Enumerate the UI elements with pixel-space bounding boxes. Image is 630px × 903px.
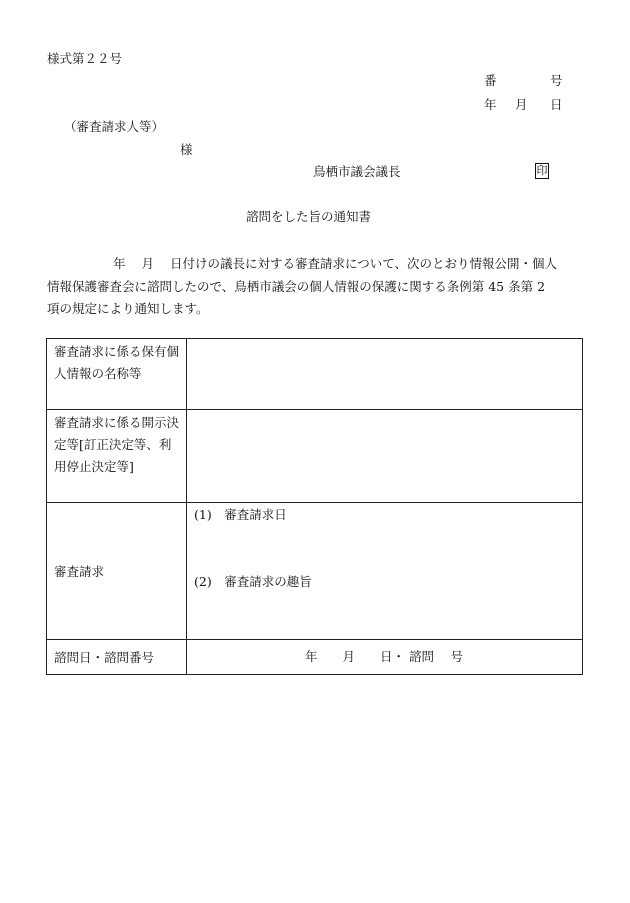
date-month-label: 月 [515, 97, 528, 112]
row-value-request [187, 503, 583, 640]
request-purpose-item: (2) 審査請求の趣旨 [194, 574, 312, 589]
row-value-info-name [187, 339, 583, 410]
notice-table [46, 338, 583, 675]
honorific: 様 [180, 142, 193, 157]
body-line-3: 項の規定により通知します。 [47, 301, 209, 316]
row-label-info-name: 審査請求に係る保有個人情報の名称等 [47, 339, 187, 410]
body-year: 年 [113, 256, 126, 271]
row-label-request: 審査請求 [47, 503, 187, 640]
table-row [47, 503, 583, 640]
number-suffix: 号 [550, 73, 563, 88]
table-row [47, 640, 583, 675]
sender-title: 鳥栖市議会議長 [313, 164, 401, 179]
date-year-label: 年 [484, 97, 497, 112]
table-row [47, 339, 583, 410]
body-line-1-text: 日付けの議長に対する審査請求について、次のとおり情報公開・個人 [170, 256, 558, 271]
row-label-consultation: 諮問日・諮問番号 [47, 640, 187, 675]
notice-body [47, 253, 583, 321]
body-month: 月 [141, 256, 155, 271]
seal-stamp-icon: 印 [536, 164, 548, 177]
request-date-item: (1) 審査請求日 [194, 507, 287, 522]
number-label: 番 [484, 73, 497, 88]
row-value-consultation: 年 月 日・ 諮問 号 [187, 640, 583, 675]
recipient-label: （審査請求人等） [64, 119, 165, 134]
document-title: 諮問をした旨の通知書 [246, 209, 372, 224]
row-label-disclosure-decision: 審査請求に係る開示決定等[訂正決定等、利用停止決定等] [47, 410, 187, 503]
body-line-1 [47, 253, 583, 276]
row-value-disclosure-decision [187, 410, 583, 503]
date-day-label: 日 [550, 97, 563, 112]
body-line-2: 情報保護審査会に諮問したので、鳥栖市議会の個人情報の保護に関する条例第 45 条第 2 [47, 278, 546, 294]
form-number: 様式第２２号 [47, 51, 123, 66]
table-row [47, 410, 583, 503]
